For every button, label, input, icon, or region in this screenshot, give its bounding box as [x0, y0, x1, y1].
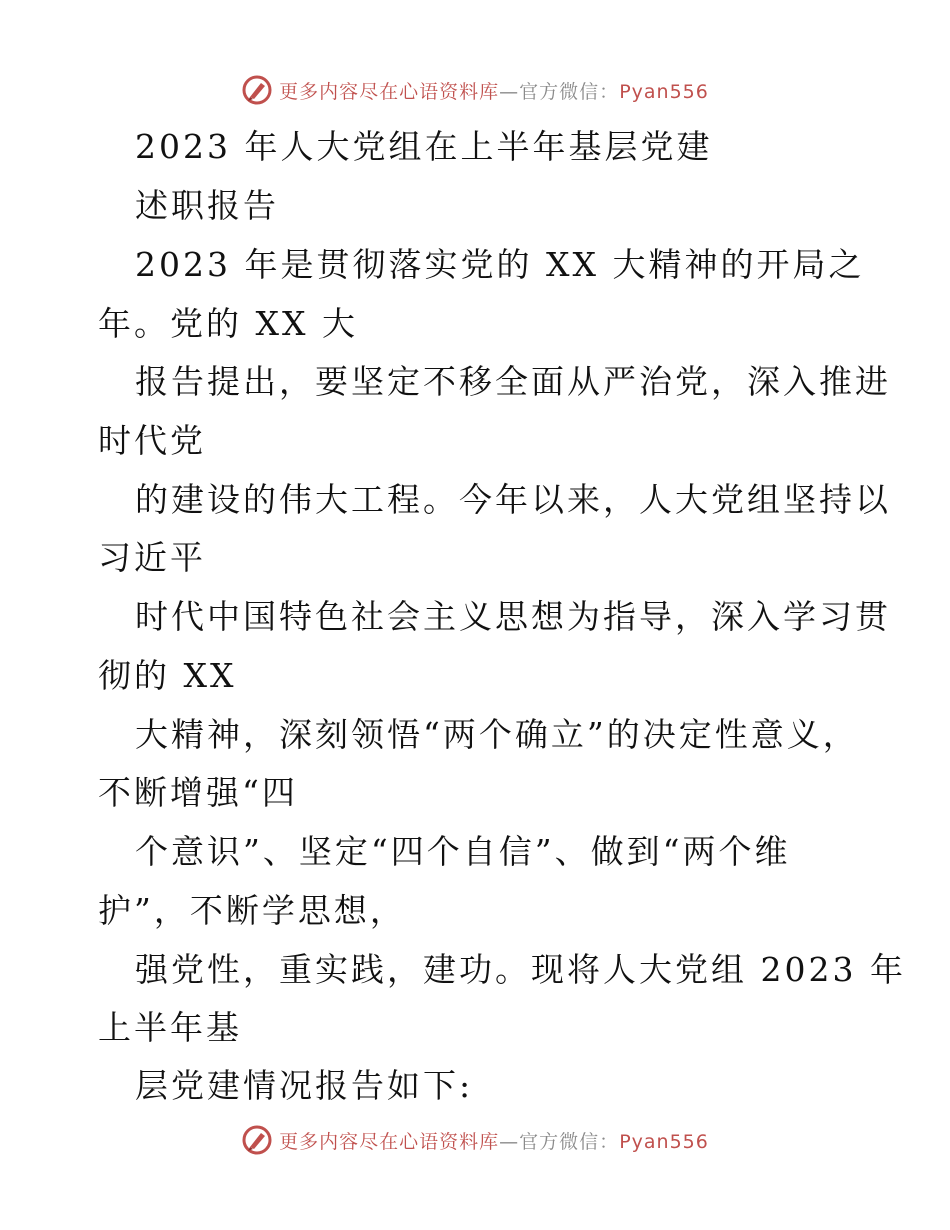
paragraph-line: 上半年基	[98, 1008, 242, 1047]
watermark-official-label: 官方微信：	[519, 1130, 620, 1153]
paragraph-line: 层党建情况报告如下:	[135, 1066, 474, 1105]
paragraph-line: 年。党的 XX 大	[98, 304, 358, 343]
paragraph-line: 强党性，重实践，建功。现将人大党组 2023 年	[135, 950, 906, 989]
document-title-line-2: 述职报告	[135, 186, 279, 225]
paragraph-line: 彻的 XX	[98, 656, 237, 695]
paragraph-line: 报告提出，要坚定不移全面从严治党，深入推进	[135, 362, 891, 401]
paragraph-line: 护”，不断学思想，	[98, 891, 406, 930]
watermark-dash: —	[499, 80, 520, 103]
paragraph-line: 的建设的伟大工程。今年以来，人大党组坚持以	[135, 480, 891, 519]
watermark-wechat-id: Pyan556	[619, 1130, 709, 1153]
watermark-main-text: 更多内容尽在心语资料库	[279, 1130, 500, 1153]
pen-circle-logo-icon	[241, 1124, 273, 1156]
paragraph-line: 2023 年是贯彻落实党的 XX 大精神的开局之	[135, 245, 865, 284]
paragraph-line: 个意识”、坚定“四个自信”、做到“两个维	[135, 832, 791, 871]
watermark-wechat-id: Pyan556	[619, 80, 709, 103]
watermark-official-label: 官方微信：	[519, 80, 620, 103]
watermark-text	[279, 1127, 709, 1154]
paragraph-line: 时代党	[98, 421, 206, 460]
watermark-dash: —	[499, 1130, 520, 1153]
paragraph-line: 时代中国特色社会主义思想为指导，深入学习贯	[135, 597, 891, 636]
watermark-main-text: 更多内容尽在心语资料库	[279, 80, 500, 103]
paragraph-line: 习近平	[98, 538, 206, 577]
paragraph-line: 不断增强“四	[98, 773, 298, 812]
document-title-line-1: 2023 年人大党组在上半年基层党建	[135, 127, 713, 166]
paragraph-line: 大精神，深刻领悟“两个确立”的决定性意义，	[135, 715, 859, 754]
footer-watermark	[0, 1120, 950, 1160]
